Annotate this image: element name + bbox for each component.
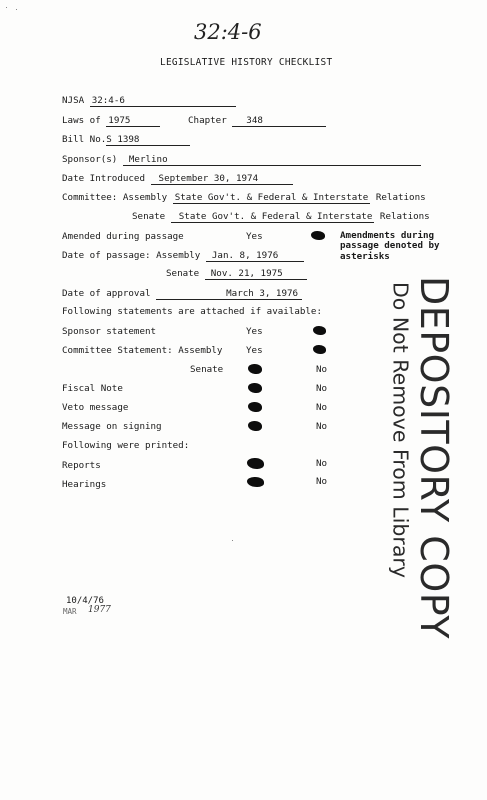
committee-label: Committee: [62,192,118,203]
committee-statement-no: No [316,364,328,375]
committee-senate-value: State Gov't. & Federal & Interstate [171,212,375,223]
introduced-value: September 30, 1974 [151,174,293,185]
reports-no: No [316,458,328,469]
stamp-line1: DEPOSITORY COPY [412,276,456,640]
hearings-label: Hearings [62,479,107,490]
njsa-label: NJSA [62,95,85,106]
footer-year: 1977 [88,605,111,615]
committee-statement-row [62,346,222,355]
sponsor-statement-mark [313,326,326,335]
committee-statement-label: Committee Statement: [62,345,173,356]
introduced-row [62,174,293,185]
chapter-value: 348 [232,116,326,127]
handwritten-number: 32:4-6 [194,20,262,44]
njsa-value: 32:4-6 [90,96,236,107]
passage-assembly-value: Jan. 8, 1976 [206,251,304,262]
approval-value: March 3, 1976 [156,289,302,300]
statements-header: Following statements are attached if available: [62,306,322,317]
passage-label: Date of passage: [62,250,151,261]
passage-senate-value: Nov. 21, 1975 [205,269,307,280]
introduced-label: Date Introduced [62,173,145,184]
footer-date: 10/4/76 [66,596,104,606]
reports-mark [247,458,264,469]
committee-assembly-row [62,193,426,204]
amended-mark [311,231,325,240]
reports-label: Reports [62,460,101,471]
sponsor-row [62,155,421,166]
scan-speck [6,7,7,8]
signing-message-label: Message on signing [62,421,162,432]
laws-label: Laws of [62,115,101,126]
committee-statement-assembly-label: Assembly [178,345,223,356]
amended-label: Amended during passage [62,231,184,242]
signing-message-mark [248,421,262,431]
approval-label: Date of approval [62,288,151,299]
fiscal-note-mark [248,383,262,393]
scan-speck [232,540,233,541]
scan-speck [16,9,17,10]
amended-yes: Yes [246,231,263,242]
amended-note-line2: passage denoted by [340,240,440,252]
committee-statement-yes: Yes [246,345,263,356]
amended-note-line3: asterisks [340,250,390,262]
signing-message-no: No [316,421,328,432]
committee-statement-senate-mark [248,364,262,374]
bill-row [62,135,190,146]
chapter-label: Chapter [188,115,227,126]
amended-note [340,231,440,262]
committee-assembly-suffix: Relations [375,192,426,203]
committee-statement-senate-label: Senate [190,364,224,375]
passage-senate-row [166,269,307,280]
page-title: LEGISLATIVE HISTORY CHECKLIST [160,57,333,68]
veto-message-mark [248,402,262,412]
njsa-row [62,96,236,107]
veto-message-label: Veto message [62,402,129,413]
committee-assembly-value: State Gov't. & Federal & Interstate [174,192,369,203]
laws-value: 1975 [106,116,160,127]
amended-note-line1: Amendments during [340,230,435,241]
printed-header: Following were printed: [62,440,190,451]
stamp-line2: Do Not Remove From Library [388,282,413,578]
hearings-no: No [316,476,328,487]
hearings-mark [247,477,264,487]
passage-assembly-label: Assembly [156,250,201,261]
footer-initials: MAR [63,607,77,616]
sponsor-label: Sponsor(s) [62,154,118,165]
committee-assembly-label: Assembly [122,192,168,203]
sponsor-statement-yes: Yes [246,326,263,337]
committee-senate-row [132,212,430,223]
depository-stamp [387,274,456,640]
sponsor-value: Merlino [123,155,421,166]
passage-assembly-row [62,251,304,262]
laws-row [62,116,160,127]
veto-message-no: No [316,402,328,413]
passage-senate-label: Senate [166,268,200,279]
bill-value: S 1398 [106,135,190,146]
committee-statement-assembly-mark [313,345,326,354]
fiscal-note-label: Fiscal Note [62,383,123,394]
approval-row [62,289,302,300]
sponsor-statement-label: Sponsor statement [62,326,157,337]
fiscal-note-no: No [316,383,328,394]
committee-senate-label: Senate [132,211,166,222]
committee-senate-suffix: Relations [379,211,430,222]
chapter-row [188,116,326,127]
bill-label: Bill No. [62,134,107,145]
